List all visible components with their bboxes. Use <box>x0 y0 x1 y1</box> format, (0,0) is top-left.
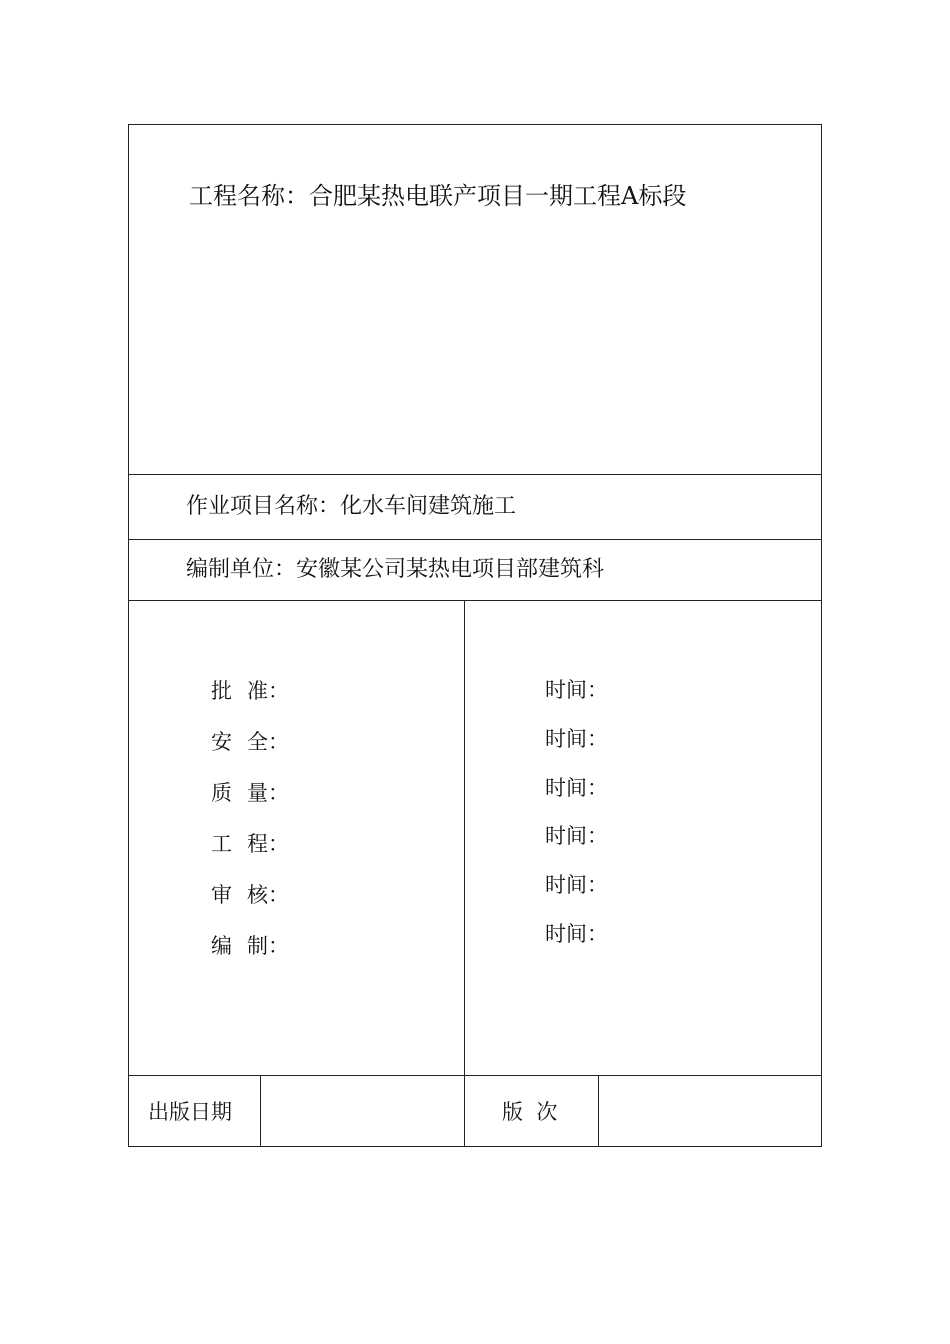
signature-char: 程： <box>247 832 289 856</box>
time-label: 时间： <box>545 824 608 848</box>
signature-char: 安 <box>211 730 232 754</box>
time-label: 时间： <box>545 873 608 897</box>
signature-char: 制： <box>247 934 289 958</box>
work-item-label: 作业项目名称： <box>186 494 341 519</box>
signature-char: 核： <box>247 883 289 907</box>
divider <box>260 1075 261 1146</box>
signature-char: 编 <box>211 934 232 958</box>
work-item-value: 化水车间建筑施工 <box>340 494 517 519</box>
signature-safety <box>211 729 289 755</box>
signature-approve <box>211 678 289 704</box>
signature-char: 准： <box>247 679 289 703</box>
version-label: 版 次 <box>502 1100 558 1124</box>
divider <box>129 600 821 601</box>
signature-char: 工 <box>211 832 232 856</box>
divider <box>129 539 821 540</box>
signature-review <box>211 882 289 908</box>
compiling-unit <box>186 557 604 583</box>
compiling-unit-label: 编制单位： <box>186 557 297 582</box>
cover-form-table <box>128 124 822 1147</box>
time-label: 时间： <box>545 776 608 800</box>
time-label: 时间： <box>545 678 608 702</box>
divider <box>129 474 821 475</box>
signature-engineering <box>211 831 289 857</box>
signature-quality <box>211 780 289 806</box>
divider <box>598 1075 599 1146</box>
signature-char: 审 <box>211 883 232 907</box>
compiling-unit-value: 安徽某公司某热电项目部建筑科 <box>296 557 605 582</box>
divider <box>464 600 465 1146</box>
time-label: 时间： <box>545 727 608 751</box>
divider <box>129 1075 821 1076</box>
project-name-value: 合肥某热电联产项目一期工程A标段 <box>309 182 687 210</box>
signature-char: 批 <box>211 679 232 703</box>
work-item-name <box>186 494 516 520</box>
signature-char: 全： <box>247 730 289 754</box>
publish-date-label: 出版日期 <box>148 1100 232 1124</box>
project-name <box>189 183 686 209</box>
signature-char: 量： <box>247 781 289 805</box>
signature-compile <box>211 933 289 959</box>
project-name-label: 工程名称： <box>189 182 309 210</box>
signature-char: 质 <box>211 781 232 805</box>
time-label: 时间： <box>545 922 608 946</box>
